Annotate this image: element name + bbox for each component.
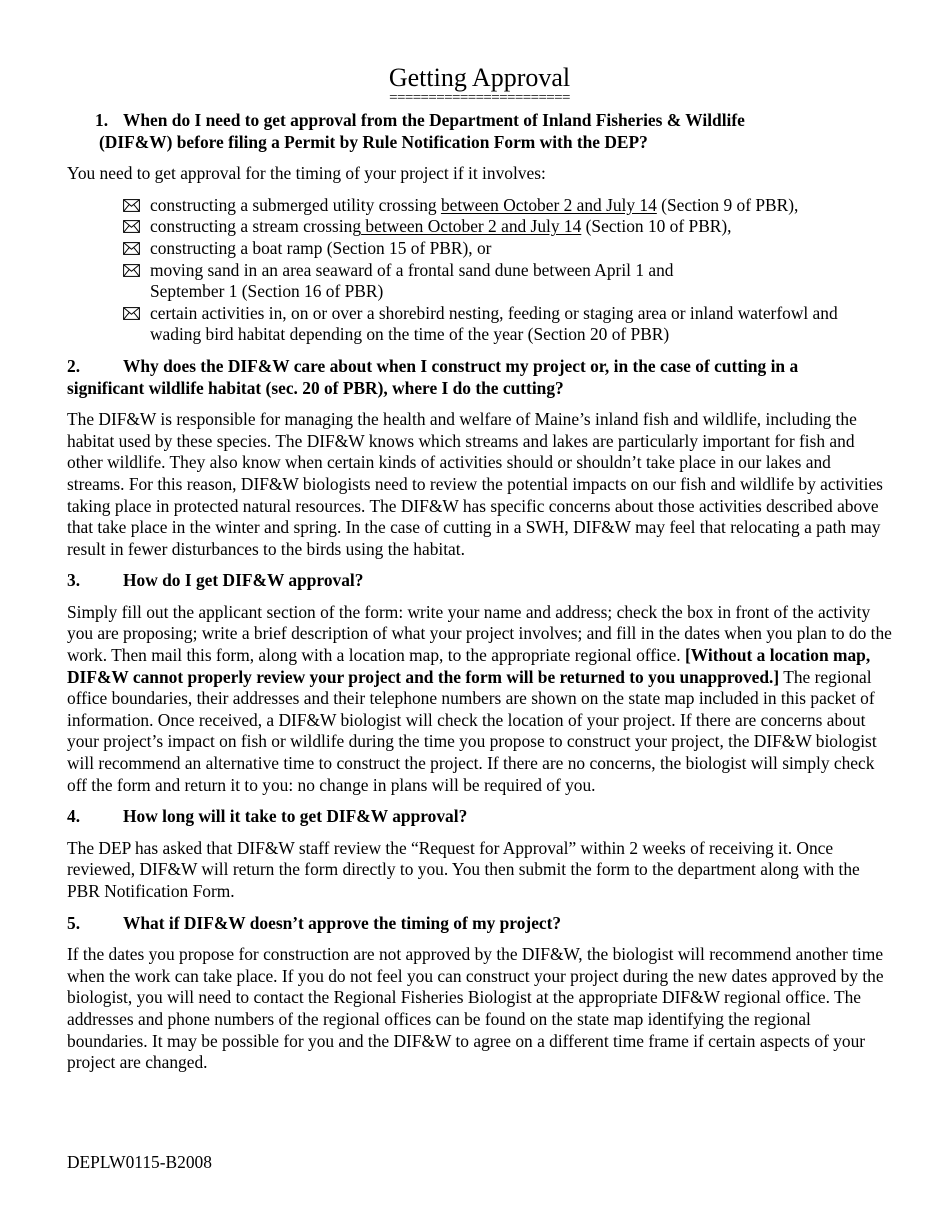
date-range-underlined: between October 2 and July 14 <box>440 194 657 215</box>
list-item-text <box>150 216 892 238</box>
list-item-text-pre: constructing a submerged utility crossing <box>150 194 441 215</box>
answer-3-part-1: Simply fill out the applicant section of the form: write your name and address; check the box in front of the activity you are proposing; write a brief description of what your project involves; and fill in the dates when you plan to do the work. Then mail this form, along with a location map, to the appropriate regional office. <box>67 601 892 666</box>
question-2-heading <box>67 356 892 399</box>
question-5-heading <box>67 913 892 935</box>
list-item <box>123 238 892 260</box>
list-item-text <box>150 195 892 217</box>
question-1-line-1: When do I need to get approval from the Department of Inland Fisheries & Wildlife <box>123 110 745 130</box>
question-5-number: 5. <box>67 912 81 933</box>
list-item <box>123 260 892 303</box>
envelope-checkbox-icon <box>123 303 150 324</box>
question-2-line-2: significant wildlife habitat (sec. 20 of PBR), where I do the cutting? <box>67 377 564 398</box>
document-code-footer: DEPLW0115-B2008 <box>67 1152 212 1172</box>
envelope-checkbox-icon <box>123 195 150 216</box>
answer-1-intro: You need to get approval for the timing of your project if it involves: <box>67 163 546 184</box>
question-5-section <box>67 913 892 1074</box>
answer-2: The DIF&W is responsible for managing the health and welfare of Maine’s inland fish and wildlife, including the habitat used by these species. The DIF&W knows which streams and lakes are particularly important for fish and other wildlife. They also know when certain kinds of activities should or shouldn’t take place in our lakes and streams. For this reason, DIF&W biologists need to review the potential impacts on our fish and wildlife by activities taking place in protected natural resources. The DIF&W has specific concerns about those activities described above that take place in the winter and spring. In the case of cutting in a SWH, DIF&W may feel that relocating a path may result in fewer disturbances to the birds using the habitat. <box>67 409 883 559</box>
answer-5: If the dates you propose for construction are not approved by the DIF&W, the biologist will recommend another time when the work can take place. If you do not feel you can construct your project during the new dates approved by the biologist, you will need to contact the Regional Fisheries Biologist at the appropriate DIF&W regional office. The addresses and phone numbers of the regional offices can be found on the state map identifying the regional boundaries. It may be possible for you and the DIF&W to agree on a different time frame if certain aspects of your project are changed. <box>67 944 884 1073</box>
list-item-line-2: September 1 (Section 16 of PBR) <box>150 281 384 302</box>
answer-4: The DEP has asked that DIF&W staff review the “Request for Approval” within 2 weeks of receiving it. Once reviewed, DIF&W will return the form directly to you. You then submit the form to the department along with the PBR Notification Form. <box>67 837 860 901</box>
list-item-line-1: moving sand in an area seaward of a frontal sand dune between April 1 and <box>150 259 674 280</box>
answer-3 <box>67 602 892 796</box>
list-item <box>123 303 892 346</box>
envelope-checkbox-icon <box>123 260 150 281</box>
question-1-number: 1. <box>95 110 109 130</box>
answer-3-part-2: The regional office boundaries, their addresses and their telephone numbers are shown on the state map included in this packet of information. Once received, a DIF&W biologist will check the location of your project. If there are concerns about your project’s impact on fish or wildlife during the time you propose to construct your project, the DIF&W biologist will recommend an alternative time to construct the project. If there are no concerns, the biologist will simply check off the form and return it to you: no change in plans will be required of you. <box>67 666 877 795</box>
question-3-text: How do I get DIF&W approval? <box>123 570 364 591</box>
question-1-line-2: (DIF&W) before filing a Permit by Rule Notification Form with the DEP? <box>99 131 648 152</box>
list-item-text: certain activities in, on or over a shorebird nesting, feeding or staging area or inland waterfowl and wading bird habitat depending on the time of the year (Section 20 of PBR) <box>150 302 838 345</box>
question-4-section <box>67 806 892 902</box>
list-item <box>123 216 892 238</box>
list-item-text-post: (Section 10 of PBR), <box>581 216 732 237</box>
question-1-heading <box>67 110 892 153</box>
question-3-number: 3. <box>67 570 81 591</box>
question-2-section <box>67 356 892 560</box>
page-title: Getting Approval <box>388 63 571 92</box>
location-map-warning: [Without a location map, DIF&W cannot properly review your project and the form will be returned to you unapproved.] <box>67 645 871 687</box>
question-2-line-1: Why does the DIF&W care about when I construct my project or, in the case of cutting in a <box>123 355 799 376</box>
envelope-checkbox-icon <box>123 216 150 237</box>
question-3-section <box>67 570 892 796</box>
list-item-text: constructing a boat ramp (Section 15 of PBR), or <box>150 237 492 258</box>
question-4-heading <box>67 806 892 828</box>
question-4-number: 4. <box>67 806 81 827</box>
list-item-text <box>150 260 892 303</box>
question-4-text: How long will it take to get DIF&W approval? <box>123 806 468 827</box>
envelope-checkbox-icon <box>123 238 150 259</box>
list-item-text-pre: constructing a stream crossing <box>150 216 362 237</box>
list-item-text-post: (Section 9 of PBR), <box>656 194 799 215</box>
list-item <box>123 195 892 217</box>
question-3-heading <box>67 570 892 592</box>
date-range-underlined: between October 2 and July 14 <box>361 216 582 237</box>
title-double-rule: ======================= <box>389 92 570 104</box>
activity-list <box>67 195 892 346</box>
question-2-number: 2. <box>67 355 81 376</box>
question-5-text: What if DIF&W doesn’t approve the timing of my project? <box>123 912 562 933</box>
